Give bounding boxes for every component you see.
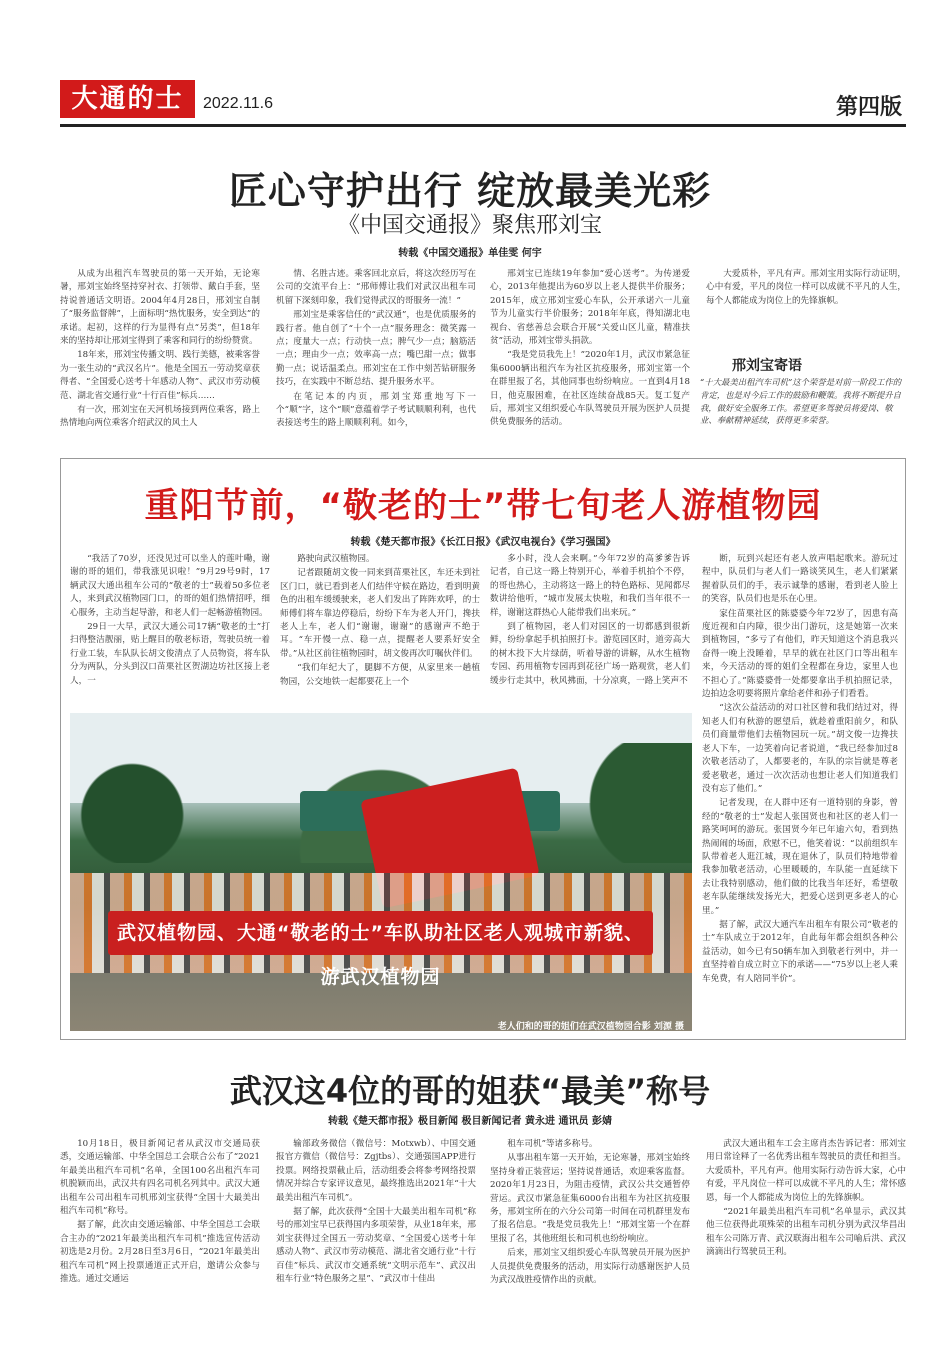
paragraph: 多小时，没人会来啊。”今年72岁的高爹爹告诉记者，自己这一路上特别开心，举着手机拍个不停，的哥也热心，主动将这一路上的特色路标、见闻都尽数讲给他听，“城市发展太快啦，和我们当年很不一样，谢谢这群热心人能带我们出来玩。” xyxy=(490,554,690,618)
story1-credit: 转载《中国交通报》单佳雯 何宇 xyxy=(398,248,542,259)
paragraph: 断，玩到兴起还有老人放声唱起歌来。游玩过程中，队员们与老人们一路谈笑风生，老人们紧紧握着队员们的手，表示诚挚的感谢，看到老人脸上的笑容，队员们也是乐在心里。 xyxy=(702,554,898,605)
story3-column-1 xyxy=(60,1138,260,1338)
issue-date: 2022.11.6 xyxy=(203,95,273,112)
paragraph: 租车司机”等诸多称号。 xyxy=(507,1139,598,1149)
paragraph: “我活了70岁，还没见过可以坐人的莲叶嘞，谢谢的哥的姐们，带我涨见识啦！”9月29号9时，17辆武汉大通出租车公司的“敬老的士”载着50多位老人，来到武汉植物园门口，的哥的姐们热情招呼，细心服务，主动当起导游，和老人们一起畅游植物园。 xyxy=(70,554,270,618)
paragraph: 在笔记本的内页，邢刘宝郑重地写下一个“顺”字，这个“顺”意蕴着学子考试顺顺利利，也代表接送考生的路上顺顺利利。如今， xyxy=(276,391,476,429)
quote-title: 邢刘宝寄语 xyxy=(732,358,802,374)
story3-headline: 武汉这4位的哥的姐获“最美”称号 xyxy=(229,1072,711,1110)
paragraph: 家住苗栗社区的陈婆婆今年72岁了，因患有高度近视和白内障，很少出门游玩，这是她第一次来到植物园，“多亏了有他们，昨天知道这个消息我兴奋得一晚上没睡着，早早的就在社区门口等出租车来，今天活动的哥的姐们全程都在身边，家里人也不担心了。”陈婆婆骨一处都要拿出手机拍照记录，边拍边念叨要将照片拿给老伴和孙子们看看。 xyxy=(702,608,898,700)
story2-headline: 重阳节前，“敬老的士”带七旬老人游植物园 xyxy=(144,486,822,526)
paragraph: “我们年纪大了，腿脚不方便，从家里来一趟植物园，公交地铁一起都要花上一个 xyxy=(280,663,480,687)
paragraph: 记者发现，在人群中还有一道特别的身影，曾经的“敬老的士”发起人张国贤也和社区的老人们一路笑呵呵的游玩。张国贤今年已年逾六旬，看到热热闹闹的场面，欣慰不已，他笑着说：“以前组织车队带着老人逛江城，现在退休了，队员们特地带着我参加敬老活动，心里暖暖的，车队能一直延续下去让我特别感动，他们做的比我当年还好，希望敬老车队能继续发扬光大，把爱心送到更多老人的心里。” xyxy=(702,798,898,916)
paragraph: 从成为出租汽车驾驶员的第一天开始，无论寒暑，邢刘宝始终坚持穿衬衣、打领带、戴白手套，坚持说普通话文明语。2004年4月28日，邢刘宝自制了“服务监督牌”，上面标明“热忱服务，安全到达”的承诺。起初，这样的行为显得有点“另类”，但18年来的坚持却让邢刘宝得到了乘客和同行的纷纷赞赏。 xyxy=(60,269,260,347)
paragraph: 路驶向武汉植物园。 xyxy=(297,554,375,564)
masthead xyxy=(0,80,940,122)
paragraph: 情、名胜古迹。乘客回北京后，将这次经历写在公司的交流平台上：“邢师傅让我们对武汉出租车司机留下深刻印象，我们觉得武汉的哥服务一流！” xyxy=(276,269,476,306)
story1-headline: 匠心守护出行 绽放最美光彩 xyxy=(228,169,712,213)
paragraph: 29日一大早，武汉大通公司17辆“敬老的士”打扫得整洁靓丽，贴上醒目的敬老标语，驾驶员统一着行业工装，车队队长胡文俊清点了人员物资，将车队分为两队，分头到汉口苗栗社区贺湖边坊社区接上老人，一 xyxy=(70,622,270,686)
paragraph: 有一次，邢刘宝在天河机场接到两位乘客，路上热情地向两位乘客介绍武汉的风土人 xyxy=(60,405,260,429)
paragraph: 大爱质朴，平凡有声。邢刘宝用实际行动证明，心中有爱，平凡的岗位一样可以成就不平凡的人生，每个人都能成为岗位上的先锋旗帜。 xyxy=(706,269,906,306)
paragraph: 从事出租车第一天开始，无论寒暑，邢刘宝始终坚持身着正装营运；坚持说普通话，欢迎乘客监督。2020年1月23日，为阻击疫情，武汉公共交通暂停营运。武汉市紧急征集6000台出租车为社区抗疫服务，邢刘宝所在的六分公司第一时间在司机群里发布了报名信息。“我是党员我先上！”邢刘宝第一个在群里报了名，其他班组长和司机也纷纷响应。 xyxy=(490,1153,690,1244)
paragraph: 据了解，此次获得“全国十大最美出租车司机”称号的邢刘宝早已获得国内多项荣誉，从业18年来，邢刘宝获得过全国五一劳动奖章、“全国爱心送考十年感动人物”、武汉市劳动模范、湖北省交通行业“十行百佳”标兵、武汉市交通系统“文明示范车”、武汉出租车行业“特色服务之星”、“武汉市十佳出 xyxy=(276,1207,476,1285)
paragraph: “2021年最美出租汽车司机”名单显示，武汉其他三位获得此项殊荣的出租车司机分别为武汉华昌出租车公司陈万青、武汉联海出租车公司喻后洪、武汉滴滴出行驾驶员王利。 xyxy=(706,1207,906,1258)
photo-banner: 武汉植物园、大通“敬老的士”车队助社区老人观城市新貌、游武汉植物园 xyxy=(108,911,653,955)
header-rule xyxy=(60,124,906,127)
story3-credit: 转载《楚天都市报》极目新闻 极目新闻记者 黄永进 通讯员 彭婧 xyxy=(328,1116,612,1127)
paragraph: 邢刘宝已连续19年参加“爱心送考”。为传递爱心，2013年他提出为60岁以上老人提供半价服务；2015年，成立邢刘宝爱心车队，公开承诺六一儿童节为儿童实行半价服务；2018年年底，得知湖北电视台、省慈善总会联合开展“关爱山区儿童，精准扶贫”活动，邢刘宝带头捐款。 xyxy=(490,269,690,347)
group-photo xyxy=(70,713,692,1031)
story3-column-3 xyxy=(490,1138,690,1338)
paragraph: 18年来，邢刘宝传播文明、践行美德，被乘客誉为一张生动的“武汉名片”。他是全国五一劳动奖章获得者、“全国爱心送考十年感动人物”、武汉市劳动模范、湖北省交通行业“十行百佳”标兵…… xyxy=(60,350,260,401)
paragraph: 到了植物园，老人们对园区的一切都感到很新鲜，纷纷拿起手机拍照打卡。游览园区时，道旁高大的树木投下大片绿荫，听着导游的讲解，从水生植物专园、药用植物专园再到花径广场一路观赏，老人们缓步行走其中，秋风拂面，十分凉爽，一路上笑声不 xyxy=(490,622,690,686)
paragraph: 武汉大通出租车工会主席肖杰告诉记者：邢刘宝用日常诠释了一名优秀出租车驾驶员的责任和担当。大爱质朴，平凡有声。他用实际行动告诉大家，心中有爱，平凡岗位一样可以成就不平凡的人生；常怀感恩，每一个人都能成为岗位上的先锋旗帜。 xyxy=(706,1139,906,1203)
story1-column-1 xyxy=(60,268,260,448)
paragraph: 输部政务微信（微信号：Motxwb）、中国交通报官方微信（微信号：Zgjtbs）、交通强国APP进行投票。网络投票截止后，活动组委会将参考网络投票情况并综合专家评议意见，最终推选出2021年“十大最美出租汽车司机”。 xyxy=(276,1139,476,1203)
story3-column-2 xyxy=(276,1138,476,1338)
photo-caption: 老人们和的哥的姐们在武汉植物园合影 刘源 摄 xyxy=(497,1022,684,1032)
paragraph: “这次公益活动的对口社区曾和我们结过对，得知老人们有秋游的愿望后，就趁着重阳前夕，和队员们商量带他们去植物园玩一玩。”胡文俊一边搀扶老人下车，一边笑着向记者说道，“我已经参加过8次敬老活动了，人都要老的，车队的宗旨就是尊老爱老敬老，通过一次次活动也想让老人们知道我们没有忘了他们。” xyxy=(702,703,898,794)
paragraph: 据了解，此次由交通运输部、中华全国总工会联合主办的“2021年最美出租汽车司机”推选宣传活动初选是2月份。2月28日至3月6日，“2021年最美出租汽车司机”网上投票通道正式开启，邀请公众参与推选。通过交通运 xyxy=(60,1220,260,1285)
story1-subheadline: 《中国交通报》聚焦邢刘宝 xyxy=(337,213,602,238)
paragraph: 邢刘宝是乘客信任的“武汉通”，也是优质服务的践行者。他自创了“十个一点”服务理念：微笑露一点；度量大一点；行动快一点；脾气少一点；脑筋活一点；理由少一点；效率高一点；嘴巴甜一点；做事勤一点；说话温柔点。邢刘宝在工作中刻苦钻研服务技巧，在实践中不断总结、提升服务水平。 xyxy=(276,310,476,388)
story1-column-3 xyxy=(490,268,690,448)
paragraph: 记者跟随胡文俊一同来到苗栗社区，车还未到社区门口，就已看到老人们结伴守候在路边，看到明黄色的出租车缓缓驶来，老人们发出了阵阵欢呼，的士师傅们将车靠边停稳后，纷纷下车为老人开门，搀扶老人上车，老人们“谢谢，谢谢”的感谢声不绝于耳。“车开慢一点、稳一点，提醒老人要系好安全带。”从社区前往植物园时，胡文俊再次叮嘱伙伴们。 xyxy=(280,568,480,659)
story3-column-4 xyxy=(706,1138,906,1338)
story2-column-1 xyxy=(70,553,270,709)
story1-column-4 xyxy=(706,268,906,328)
paragraph: “我是党员我先上！”2020年1月，武汉市紧急征集6000辆出租汽车为社区抗疫服务，邢刘宝第一个在群里报了名，其他同事也纷纷响应。一直到4月18日，他克服困难，在社区连续奋战85天。复工复产后，邢刘宝又组织爱心车队驾驶员开展为医护人员提供免费服务的活动。 xyxy=(490,350,690,428)
edition-label: 第四版 xyxy=(835,95,902,120)
story1-column-2 xyxy=(276,268,476,448)
story2-column-2 xyxy=(280,553,480,709)
paragraph: 10月18日，极目新闻记者从武汉市交通局获悉，交通运输部、中华全国总工会联合公布了“2021年最美出租汽车司机”名单，全国100名出租汽车司机脱颖而出，武汉共有四名司机名列其中。武汉大通出租车公司出租车司机邢刘宝获得“全国十大最美出租汽车司机”称号。 xyxy=(60,1139,260,1217)
story2-credit: 转载《楚天都市报》《长江日报》《武汉电视台》《学习强国》 xyxy=(350,537,616,548)
newspaper-logo: 大通的士 xyxy=(60,80,195,118)
story2-column-3 xyxy=(490,553,690,709)
paragraph: 据了解，武汉大通汽车出租车有限公司“敬老的士”车队成立于2012年，自此每年都会组织各种公益活动，如今已有50辆车加入到敬老行列中，并一直坚持着自成立时立下的承诺——“75岁以上老人乘车免费，有人陪同半价”。 xyxy=(702,919,898,984)
story2-column-4 xyxy=(702,553,898,1033)
quote-body: “十大最美出租汽车司机”这个荣誉是对前一阶段工作的肯定，也是对今后工作的鼓励和鞭策。我将不断提升自我，做好安全服务工作。希望更多驾驶员将爱岗、敬业、奉献精神延续，获得更多荣誉。 xyxy=(700,377,902,426)
paragraph: 后来，邢刘宝又组织爱心车队驾驶员开展为医护人员提供免费服务的活动，用实际行动感谢医护人员为武汉战胜疫情作出的贡献。 xyxy=(490,1248,690,1286)
